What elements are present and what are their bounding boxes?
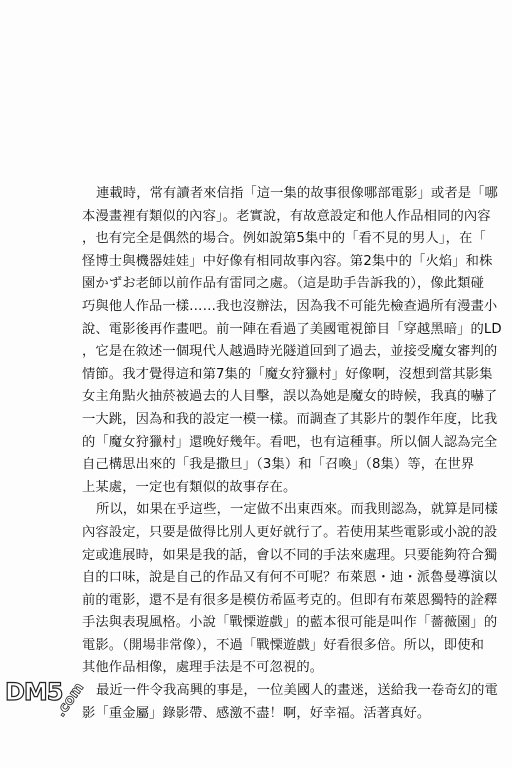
text-line: 定或進展時，如果是我的話，會以不同的手法來處理。只要能夠符合獨 <box>82 547 498 563</box>
text-line: 情節。我才覺得這和第7集的「魔女狩獵村」好像啊，沒想到當其影集 <box>82 366 493 382</box>
text-line: ，它是在敘述一個現代人越過時光隧道回到了過去，並接受魔女審判的 <box>82 344 498 360</box>
text-line: 最近一件令我高興的事是，一位美國人的畫迷，送給我一卷奇幻的電 <box>96 683 498 699</box>
text-line: 一大跳，因為和我的設定一模一樣。而調查了其影片的製作年度，比我 <box>82 411 498 427</box>
text-line: 內容設定，只要是做得比別人更好就行了。若使用某些電影或小說的設 <box>82 524 498 540</box>
text-line: 上某處，一定也有類似的故事存在。 <box>82 479 297 495</box>
paragraph <box>82 499 498 680</box>
paragraph <box>82 183 502 499</box>
text-line: 其他作品相像，處理手法是不可忽視的。 <box>82 660 324 676</box>
site-watermark <box>3 678 103 738</box>
text-line: ，也有完全是偶然的場合。例如說第5集中的「看不見的男人」，在「 <box>82 231 486 247</box>
text-line: 的「魔女狩獵村」還晚好幾年。看吧，也有這種事。所以個人認為完全 <box>82 434 498 450</box>
text-line: 園かずお老師以前作品有雷同之處。（這是助手告訴我的），像此類碰 <box>82 276 485 292</box>
watermark-logo: DM5 <box>5 678 63 706</box>
text-line: 怪博士與機器娃娃」中好像有相同故事內容。第2集中的「火焰」和株 <box>82 253 493 269</box>
paragraph <box>82 680 498 725</box>
text-line: 自己構思出來的「我是撒旦」（3集）和「召喚」（8集）等，在世界 <box>82 457 475 473</box>
text-line: 所以，如果在乎這些，一定做不出東西來。而我則認為，就算是同樣 <box>96 502 498 518</box>
text-line: 本漫畫裡有類似的內容」。老實說，有故意設定和他人作品相同的內容 <box>82 208 491 224</box>
text-line: 電影。（開場非常像），不過「戰慄遊戲」好看很多倍。所以，即使和 <box>82 637 485 653</box>
text-line: 女主角點火抽菸被過去的人目擊，誤以為她是魔女的時候，我真的嚇了 <box>82 389 498 405</box>
text-line: 自的口味，說是自己的作品又有何不可呢？布萊恩・迪・派魯曼導演以 <box>82 570 498 586</box>
text-line: 影「重金屬」錄影帶、感激不盡！啊，好幸福。活著真好。 <box>82 705 431 721</box>
text-line: 前的電影，還不是有很多是模仿希區考克的。但即有布萊恩獨特的詮釋 <box>82 592 498 608</box>
text-line: 巧與他人作品一樣……我也沒辦法，因為我不可能先檢查過所有漫畫小 <box>82 298 498 314</box>
watermark-domain: .com <box>52 679 88 721</box>
text-line: 連載時，常有讀者來信指「這一集的故事很像哪部電影」或者是「哪 <box>96 186 498 201</box>
text-line: 說、電影後再作畫吧。前一陣在看過了美國電視節目「穿越黑暗」的LD <box>82 321 502 337</box>
text-line: 手法與表現風格。小說「戰慄遊戲」的藍本很可能是叫作「薔薇園」的 <box>82 615 498 631</box>
afterword-text <box>82 183 502 725</box>
